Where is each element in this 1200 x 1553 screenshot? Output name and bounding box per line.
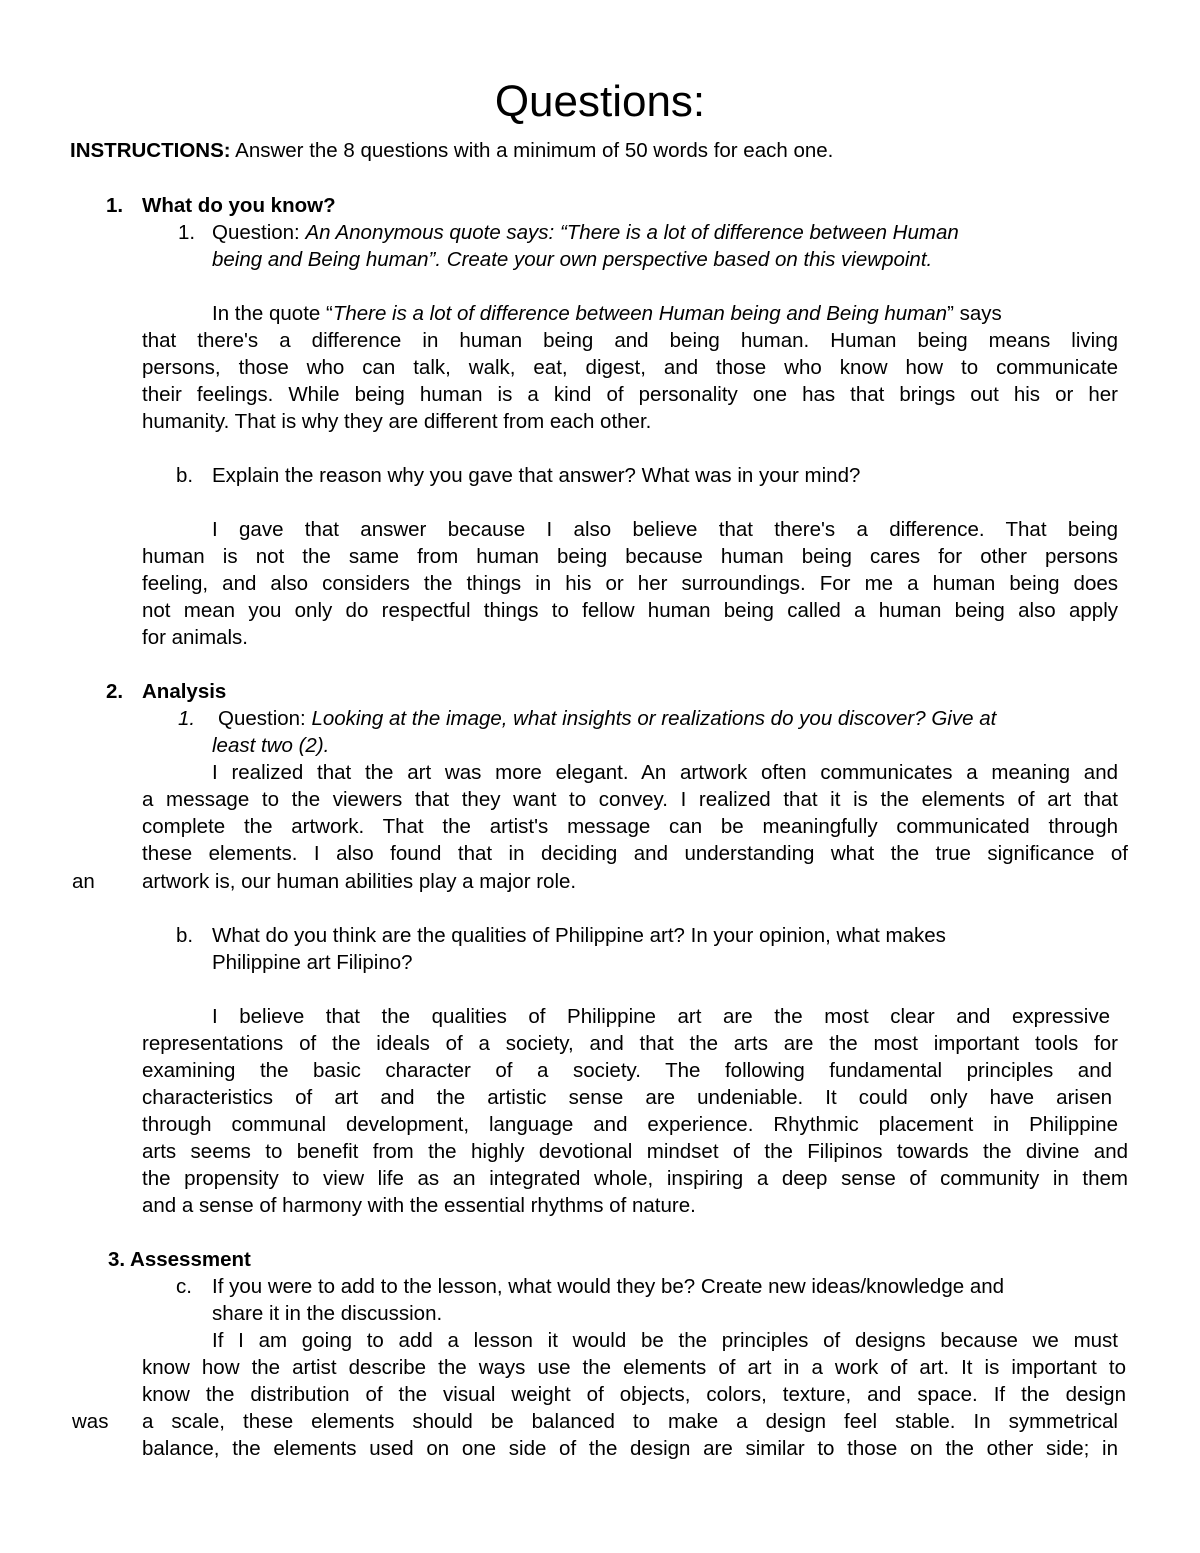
s1-answer1-line: persons, those who can talk, walk, eat, digest, and those who know how to communicate: [142, 356, 1118, 379]
s1-answer1-line: their feelings. While being human is a kind of personality one has that brings out his or her: [142, 383, 1118, 406]
s2-answer1-line: I realized that the art was more elegant. An artwork often communicates a meaning and: [212, 761, 1118, 784]
s1-answer2-line: feeling, and also considers the things in his or her surroundings. For me a human being does: [142, 572, 1118, 595]
s1-answer2-line: not mean you only do respectful things to fellow human being called a human being also apply: [142, 599, 1118, 622]
s2-answer1-line: artwork is, our human abilities play a major role.: [142, 870, 577, 893]
s1-answer1-pre: In the quote “: [212, 302, 333, 325]
s2-answer2-line: the propensity to view life as an integrated whole, inspiring a deep sense of community in them: [142, 1167, 1128, 1190]
instructions: [70, 137, 833, 164]
s2-qb-line-2: Philippine art Filipino?: [212, 951, 413, 974]
section-2-number: 2.: [106, 680, 124, 703]
s1-answer2-line: for animals.: [142, 626, 248, 649]
s2-question-line-1: [218, 705, 996, 732]
section-3-heading: 3. Assessment: [108, 1248, 251, 1271]
s3-stray-word: was: [72, 1410, 109, 1433]
s3-answer-line: know how the artist describe the ways use the elements of art in a work of art. It is important to: [142, 1356, 1126, 1379]
s1-question-marker: 1.: [178, 221, 196, 244]
s2-answer2-line: through communal development, language and experience. Rhythmic placement in Philippine: [142, 1113, 1118, 1136]
s2-question-line-2: least two (2).: [212, 734, 330, 757]
s1-answer1-line-0: [212, 300, 1002, 327]
s2-answer2-line: and a sense of harmony with the essential rhythms of nature.: [142, 1194, 696, 1217]
s2-question-text: Looking at the image, what insights or realizations do you discover? Give at: [311, 707, 997, 730]
s2-answer2-line: I believe that the qualities of Philippine art are the most clear and expressive: [212, 1005, 1110, 1028]
s3-qc-marker: c.: [176, 1275, 192, 1298]
s2-answer2-line: characteristics of art and the artistic sense are undeniable. It could only have arisen: [142, 1086, 1112, 1109]
s3-answer-line: a scale, these elements should be balanced to make a design feel stable. In symmetrical: [142, 1410, 1118, 1433]
s2-answer1-line: complete the artwork. That the artist's message can be meaningfully communicated through: [142, 815, 1118, 838]
s2-stray-word: an: [72, 870, 95, 893]
s1-answer1-quote: There is a lot of difference between Human being and Being human: [332, 302, 948, 325]
page-title: Questions:: [494, 77, 706, 126]
s1-answer2-line: human is not the same from human being because human being cares for other persons: [142, 545, 1118, 568]
s1-question-prefix: Question:: [212, 221, 306, 244]
section-2-heading: Analysis: [142, 680, 227, 703]
s1-qb-marker: b.: [176, 464, 194, 487]
s2-answer1-line: these elements. I also found that in deciding and understanding what the true significance of: [142, 842, 1128, 865]
s2-answer2-line: examining the basic character of a society. The following fundamental principles and: [142, 1059, 1112, 1082]
s1-answer1-post: ” says: [947, 302, 1002, 325]
s1-question-line-1: [212, 219, 959, 246]
s3-answer-line: balance, the elements used on one side of the design are similar to those on the other side; in: [142, 1437, 1118, 1460]
s3-answer-line: If I am going to add a lesson it would be the principles of designs because we must: [212, 1329, 1118, 1352]
s1-answer1-line: that there's a difference in human being and being human. Human being means living: [142, 329, 1118, 352]
section-1-number: 1.: [106, 194, 124, 217]
s2-answer1-line: a message to the viewers that they want to convey. I realized that it is the elements of art that: [142, 788, 1118, 811]
s1-question-line-2: being and Being human”. Create your own perspective based on this viewpoint.: [212, 248, 933, 271]
s2-answer2-line: arts seems to benefit from the highly devotional mindset of the Filipinos towards the divine and: [142, 1140, 1128, 1163]
s1-answer2-line: I gave that answer because I also believe that there's a difference. That being: [212, 518, 1118, 541]
section-1-heading: What do you know?: [142, 194, 336, 217]
s1-question-text: An Anonymous quote says: “There is a lot of difference between Human: [305, 221, 959, 244]
s3-qc-line-1: If you were to add to the lesson, what would they be? Create new ideas/knowledge and: [212, 1275, 1005, 1298]
s2-answer2-line: representations of the ideals of a society, and that the arts are the most important tools for: [142, 1032, 1118, 1055]
s2-question-prefix: Question:: [218, 707, 312, 730]
instructions-text: Answer the 8 questions with a minimum of 50 words for each one.: [230, 139, 834, 162]
s2-question-marker: 1.: [178, 707, 196, 730]
s1-answer1-line: humanity. That is why they are different from each other.: [142, 410, 652, 433]
s2-qb-line-1: What do you think are the qualities of Philippine art? In your opinion, what makes: [212, 924, 946, 947]
s2-qb-marker: b.: [176, 924, 194, 947]
instructions-label: INSTRUCTIONS:: [70, 139, 231, 162]
s3-qc-line-2: share it in the discussion.: [212, 1302, 443, 1325]
s1-qb-text: Explain the reason why you gave that answer? What was in your mind?: [212, 464, 861, 487]
s3-answer-line: know the distribution of the visual weight of objects, colors, texture, and space. If the design: [142, 1383, 1126, 1406]
